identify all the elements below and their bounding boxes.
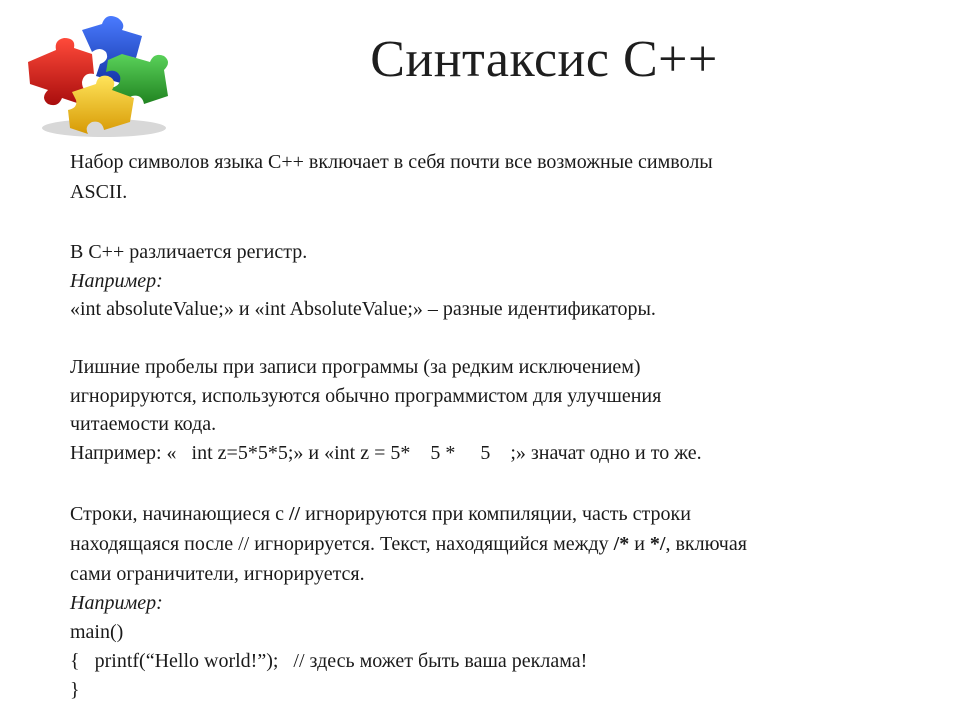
comment-close-marker: */: [649, 533, 666, 555]
text-segment: Строки, начинающиеся с: [70, 503, 289, 525]
paragraph-charset-line1: Набор символов языка С++ включает в себя почти все возможные символы: [70, 151, 713, 173]
paragraph-comments-line1: [70, 502, 691, 526]
paragraph-spaces-line3: читаемости кода.: [70, 413, 217, 435]
text-segment: игнорируются при компиляции, часть строки: [300, 503, 691, 525]
paragraph-spaces-line2: игнорируются, используются обычно программистом для улучшения: [70, 385, 662, 407]
example-label: Например:: [70, 270, 163, 292]
text-segment: находящаяся после // игнорируется. Текст, находящийся между: [70, 533, 614, 555]
code-line: { printf(“Hello world!”); // здесь может быть ваша реклама!: [70, 650, 588, 672]
example-label: Например:: [70, 592, 163, 614]
paragraph-charset-line2: ASCII.: [70, 181, 128, 203]
code-line: main(): [70, 621, 124, 643]
text-segment: и: [629, 533, 650, 555]
paragraph-case-example: «int absoluteValue;» и «int AbsoluteValue;» – разные идентификаторы.: [70, 298, 656, 320]
paragraph-comments-line2: [70, 532, 747, 556]
comment-marker: //: [288, 503, 301, 525]
page-title: Синтаксис С++: [370, 31, 718, 88]
text-segment: , включая: [665, 533, 747, 555]
paragraph-spaces-example: Например: « int z=5*5*5;» и «int z = 5* 5 * 5 ;» значат одно и то же.: [70, 442, 702, 464]
paragraph-case-line1: В С++ различается регистр.: [70, 241, 308, 263]
comment-open-marker: /*: [613, 533, 630, 555]
paragraph-comments-line3: сами ограничители, игнорируется.: [70, 563, 365, 585]
paragraph-spaces-line1: Лишние пробелы при записи программы (за редким исключением): [70, 356, 641, 378]
code-line: }: [70, 679, 80, 701]
